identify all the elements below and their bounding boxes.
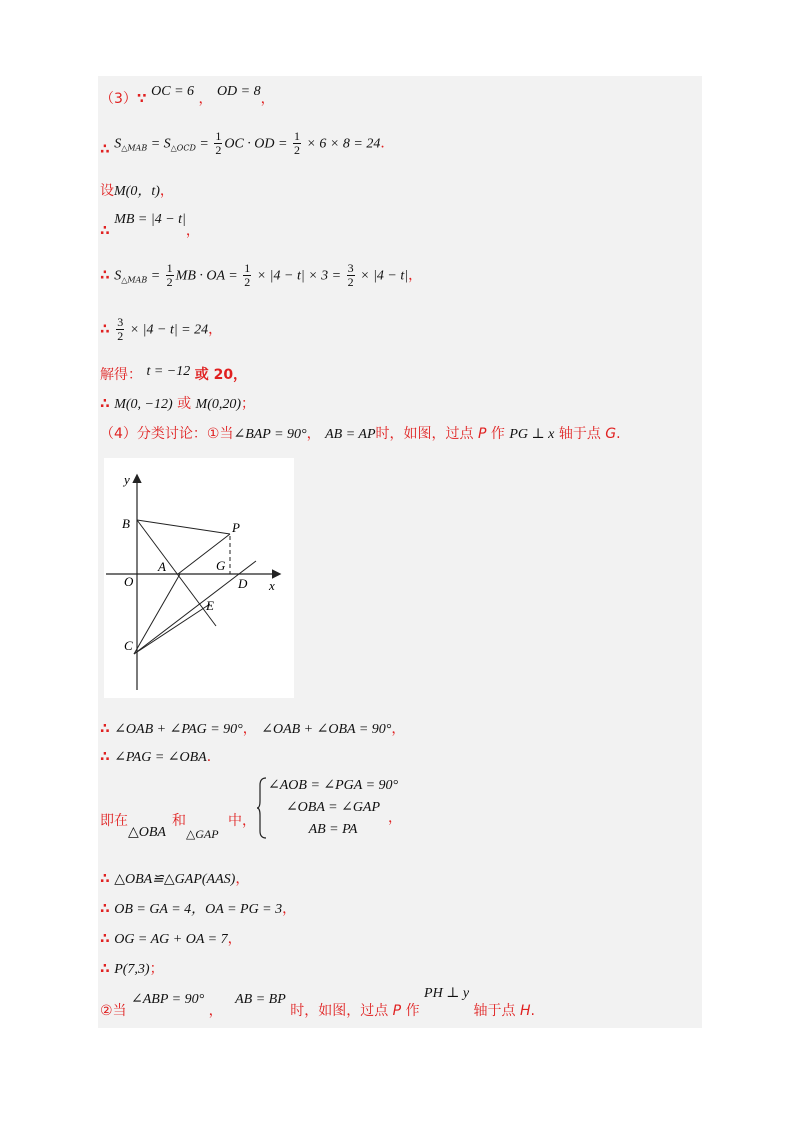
label-d: D <box>238 576 248 591</box>
geometry-figure <box>104 458 294 698</box>
line-solution-t: 解得： t = −12 或 20， <box>100 364 248 383</box>
system-row-2: ∠OBA = ∠GAP <box>285 800 381 815</box>
fraction-half: $\frac{1}{2}$ <box>166 261 173 289</box>
label-e: E <box>206 598 214 613</box>
proof-in: 中， <box>228 813 256 829</box>
label-o: O <box>124 574 134 589</box>
label-c: C <box>124 638 133 653</box>
proof-line-equal-angles: ∴ ∠PAG = ∠OBA． <box>100 749 221 765</box>
line-ce <box>134 604 210 654</box>
line-area-equation: ∴ $S_{\triangle MAB} = S_{\triangle OCD}$ = $\frac{1}{2}$ OC · OD = $\frac{1}{2}$ × 6 × 8 = 24． <box>100 129 395 158</box>
fraction-three-halves: $\frac{3}{2}$ <box>347 261 354 289</box>
line-part4-case1: （4）分类讨论：①当∠BAP = 90°， AB = AP时，如图，过点 P 作 PG ⊥ x 轴于点 G. <box>100 426 621 442</box>
triangle-gap: △GAP <box>186 827 219 841</box>
proof-line-lengths: ∴ OB = GA = 4，OA = PG = 3， <box>100 901 297 917</box>
coordinate-diagram <box>104 458 294 698</box>
segment-bp <box>137 520 230 534</box>
label-p: P <box>232 520 240 535</box>
line-ca <box>134 574 180 654</box>
fraction-three-halves: $\frac{3}{2}$ <box>117 315 124 343</box>
proof-and: 和 <box>172 813 186 829</box>
system-row-1: ∠AOB = ∠PGA = 90° <box>268 778 399 793</box>
line-cd <box>134 561 256 654</box>
proof-line-case2: ②当 ∠ABP = 90° ， AB = BP 时，如图，过点 P 作 PH ⊥ y 轴于点 H. <box>100 986 535 1019</box>
brace-icon <box>256 777 268 839</box>
proof-line-og: ∴ OG = AG + OA = 7， <box>100 931 242 947</box>
label-g: G <box>216 558 226 573</box>
label-y: y <box>124 472 130 487</box>
line-mb: ∴ MB = |4 − t|， <box>100 212 200 239</box>
triangle-oba: △OBA <box>128 825 166 840</box>
fraction-half: $\frac{1}{2}$ <box>244 261 251 289</box>
line-area-mab: ∴ $S_{\triangle MAB}$ = $\frac{1}{2}$ MB · OA = $\frac{1}{2}$ × |4 − t| × 3 = $\frac{3}{2}$ × |4 − t|， <box>100 261 423 289</box>
line-ba-extended <box>137 520 216 626</box>
proof-line-angles: ∴ ∠OAB + ∠PAG = 90°， ∠OAB + ∠OBA = 90°， <box>100 721 406 737</box>
line-set-m: 设M(0，t)， <box>100 183 174 199</box>
fraction-half: $\frac{1}{2}$ <box>215 129 222 157</box>
proof-line-triangles: 即在 <box>100 813 128 829</box>
proof-line-p: ∴ P(7,3)； <box>100 961 164 977</box>
proof-line-congruent: ∴ △OBA≌△GAP(AAS)， <box>100 871 250 887</box>
line-equation-24: ∴ $\frac{3}{2}$ × |4 − t| = 24， <box>100 315 223 343</box>
fraction-half: $\frac{1}{2}$ <box>293 129 300 157</box>
line-part3-given: （3）∵ OC = 6 ， OD = 8， <box>100 84 275 107</box>
label-b: B <box>122 516 130 531</box>
system-row-3: AB = PA <box>308 822 358 837</box>
line-m-coordinates: ∴ M(0, −12) 或 M(0,20)； <box>100 396 256 412</box>
label-a: A <box>158 559 166 574</box>
label-x: x <box>269 578 275 593</box>
